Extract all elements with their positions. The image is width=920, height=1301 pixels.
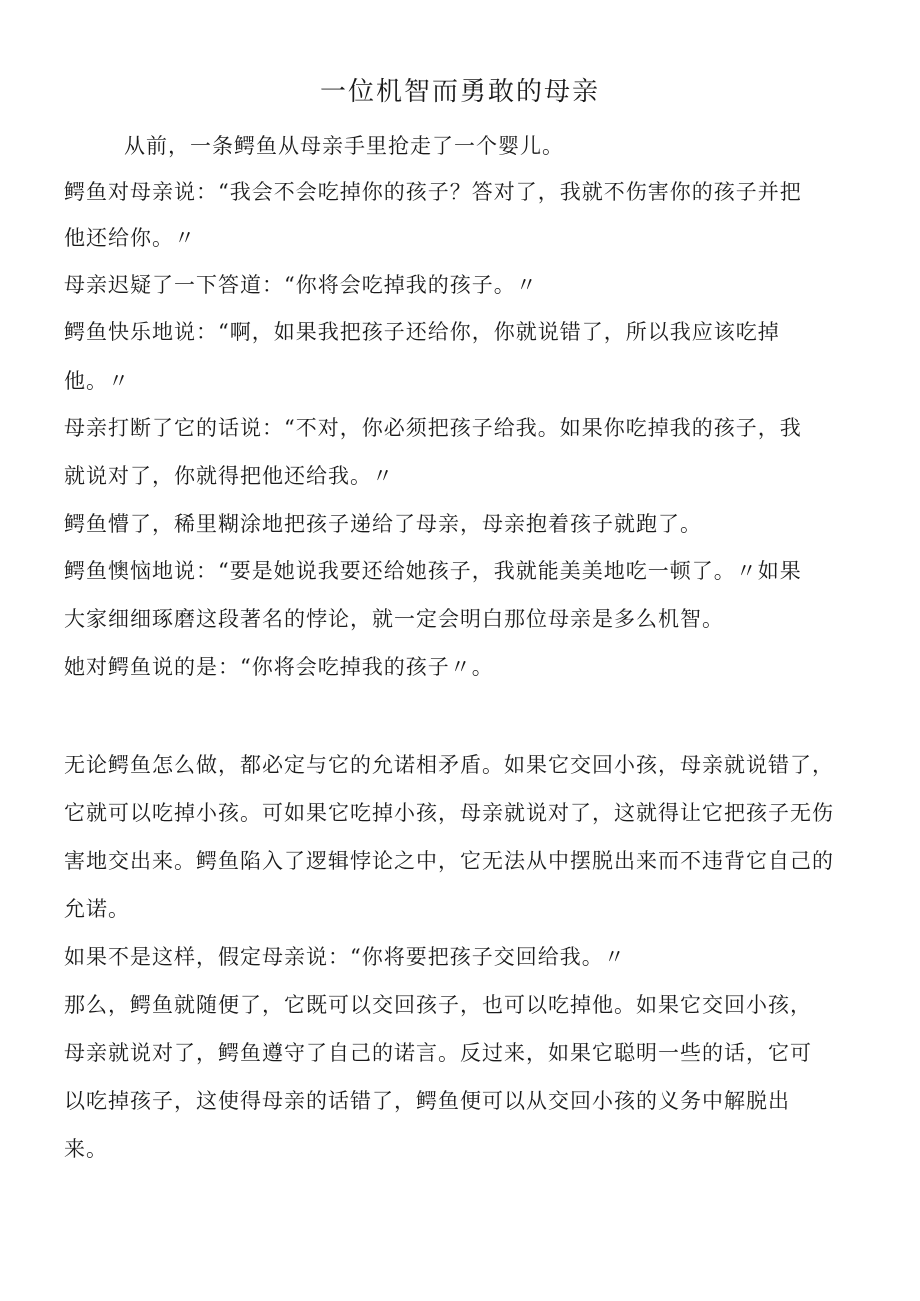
paragraph-line: 害地交出来。鳄鱼陷入了逻辑悖论之中，它无法从中摆脱出来而不违背它自己的 — [64, 849, 834, 873]
paragraph-line: 母亲迟疑了一下答道：“你将会吃掉我的孩子。〃 — [64, 273, 538, 297]
paragraph-line: 允诺。 — [64, 897, 130, 921]
paragraph-line: 鳄鱼懵了，稀里糊涂地把孩子递给了母亲，母亲抱着孩子就跑了。 — [64, 512, 702, 536]
paragraph-line: 以吃掉孩子，这使得母亲的话错了，鳄鱼便可以从交回小孩的义务中解脱出 — [64, 1089, 790, 1113]
paragraph-line: 如果不是这样，假定母亲说：“你将要把孩子交回给我。〃 — [64, 945, 626, 969]
paragraph-line: 就说对了，你就得把他还给我。〃 — [64, 464, 394, 488]
paragraph-line: 那么，鳄鱼就随便了，它既可以交回孩子，也可以吃掉他。如果它交回小孩， — [64, 993, 812, 1017]
document-title: 一位机智而勇敢的母亲 — [319, 77, 600, 107]
paragraph-line: 母亲打断了它的话说：“不对，你必须把孩子给我。如果你吃掉我的孩子，我 — [64, 416, 802, 440]
paragraph-line: 鳄鱼快乐地说：“啊，如果我把孩子还给你，你就说错了，所以我应该吃掉 — [64, 320, 780, 344]
paragraph-line: 母亲就说对了，鳄鱼遵守了自己的诺言。反过来，如果它聪明一些的话，它可 — [64, 1041, 812, 1065]
paragraph-line: 她对鳄鱼说的是：“你将会吃掉我的孩子〃。 — [64, 655, 494, 679]
paragraph-line: 鳄鱼懊恼地说：“要是她说我要还给她孩子，我就能美美地吃一顿了。〃如果 — [64, 559, 802, 583]
paragraph-line: 他还给你。〃 — [64, 226, 196, 250]
paragraph-line: 无论鳄鱼怎么做，都必定与它的允诺相矛盾。如果它交回小孩，母亲就说错了， — [64, 753, 834, 777]
paragraph-line: 来。 — [64, 1137, 108, 1161]
paragraph-line: 从前，一条鳄鱼从母亲手里抢走了一个婴儿。 — [124, 134, 564, 158]
paragraph-line: 它就可以吃掉小孩。可如果它吃掉小孩，母亲就说对了，这就得让它把孩子无伤 — [64, 801, 834, 825]
paragraph-line: 他。〃 — [64, 369, 130, 393]
paragraph-line: 大家细细琢磨这段著名的悖论，就一定会明白那位母亲是多么机智。 — [64, 607, 724, 631]
paragraph-line: 鳄鱼对母亲说：“我会不会吃掉你的孩子？答对了，我就不伤害你的孩子并把 — [64, 180, 802, 204]
